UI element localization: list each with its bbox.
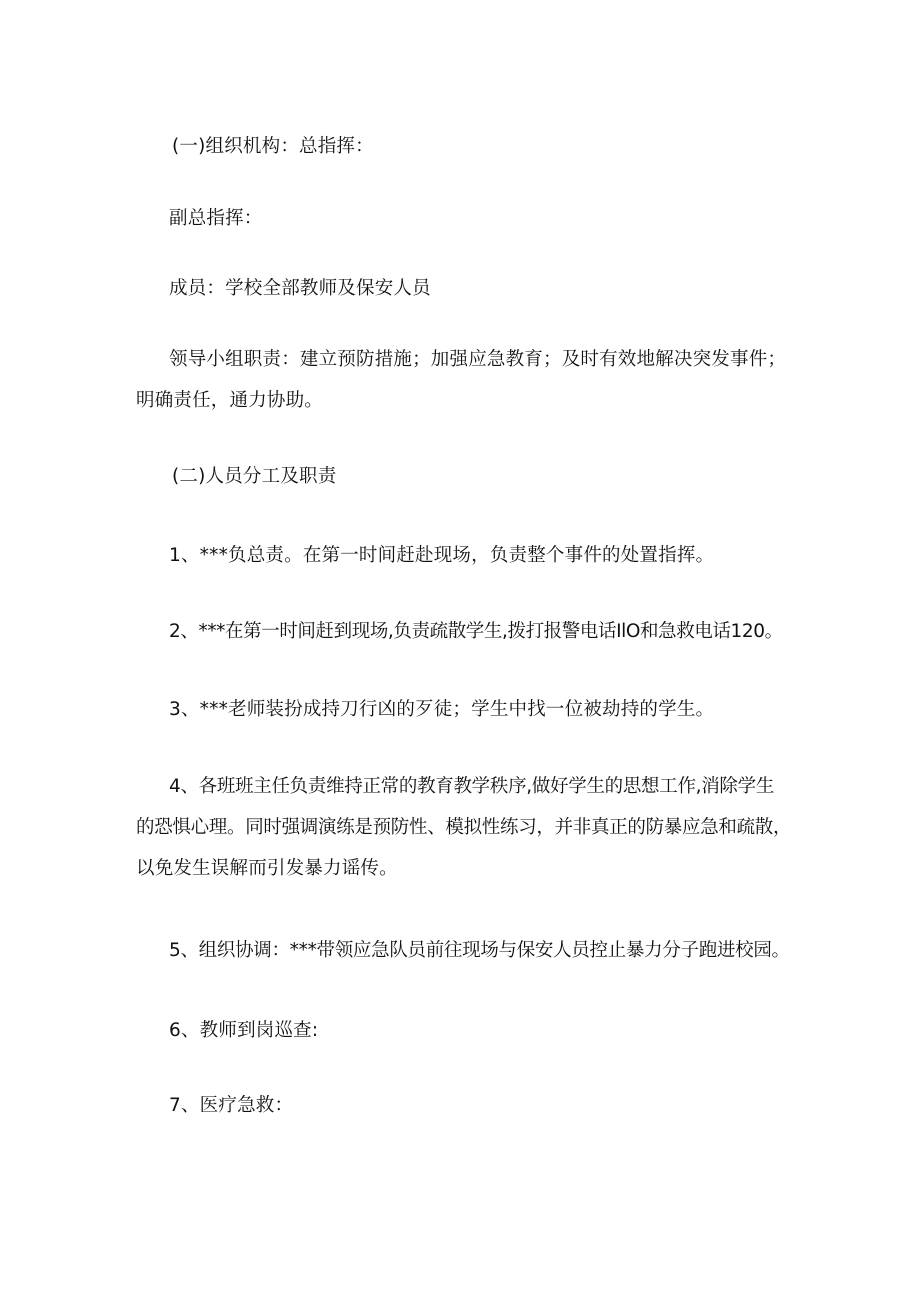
text-line: 5、组织协调：***带领应急队员前往现场与保安人员控止暴力分子跑进校园。 — [169, 940, 790, 961]
text-line: 明确责任，通力协助。 — [136, 390, 324, 411]
text-line: 2、***在第一时间赶到现场,负责疏散学生,拨打报警电话IlO和急救电话120。 — [169, 621, 783, 642]
paragraph-item-6 — [136, 1010, 829, 1051]
paragraph-item-3 — [136, 689, 829, 730]
text-line: 3、***老师装扮成持刀行凶的歹徒；学生中找一位被劫持的学生。 — [169, 699, 715, 720]
text-line: 的恐惧心理。同时强调演练是预防性、模拟性练习，并非真正的防暴应急和疏散， — [136, 817, 792, 838]
text-line: (一)组织机构：总指挥： — [172, 136, 374, 157]
paragraph-item-7 — [136, 1085, 829, 1126]
text-line: 成员：学校全部教师及保安人员 — [169, 278, 431, 299]
text-line: 6、教师到岗巡查: — [169, 1020, 319, 1041]
paragraph-item-1 — [136, 535, 829, 576]
text-line: 副总指挥： — [169, 208, 263, 229]
paragraph-division-of-labor — [136, 456, 832, 497]
text-line: 以免发生误解而引发暴力谣传。 — [136, 858, 398, 879]
text-line: (二)人员分工及职责 — [172, 466, 337, 487]
paragraph-item-5 — [136, 930, 829, 971]
text-line: 1、***负总责。在第一时间赶赴现场，负责整个事件的处置指挥。 — [169, 545, 715, 566]
text-line: 7、医疗急救： — [169, 1095, 294, 1116]
paragraph-item-2 — [136, 611, 829, 652]
paragraph-leadership-duties — [136, 339, 796, 421]
paragraph-deputy-commander — [136, 198, 829, 239]
text-line: 领导小组职责：建立预防措施；加强应急教育；及时有效地解决突发事件； — [169, 349, 787, 370]
text-line: 4、各班班主任负责维持正常的教育教学秩序,做好学生的思想工作,消除学生 — [169, 776, 775, 797]
paragraph-members — [136, 268, 829, 309]
paragraph-item-4 — [136, 766, 796, 889]
paragraph-org-structure — [136, 126, 832, 167]
